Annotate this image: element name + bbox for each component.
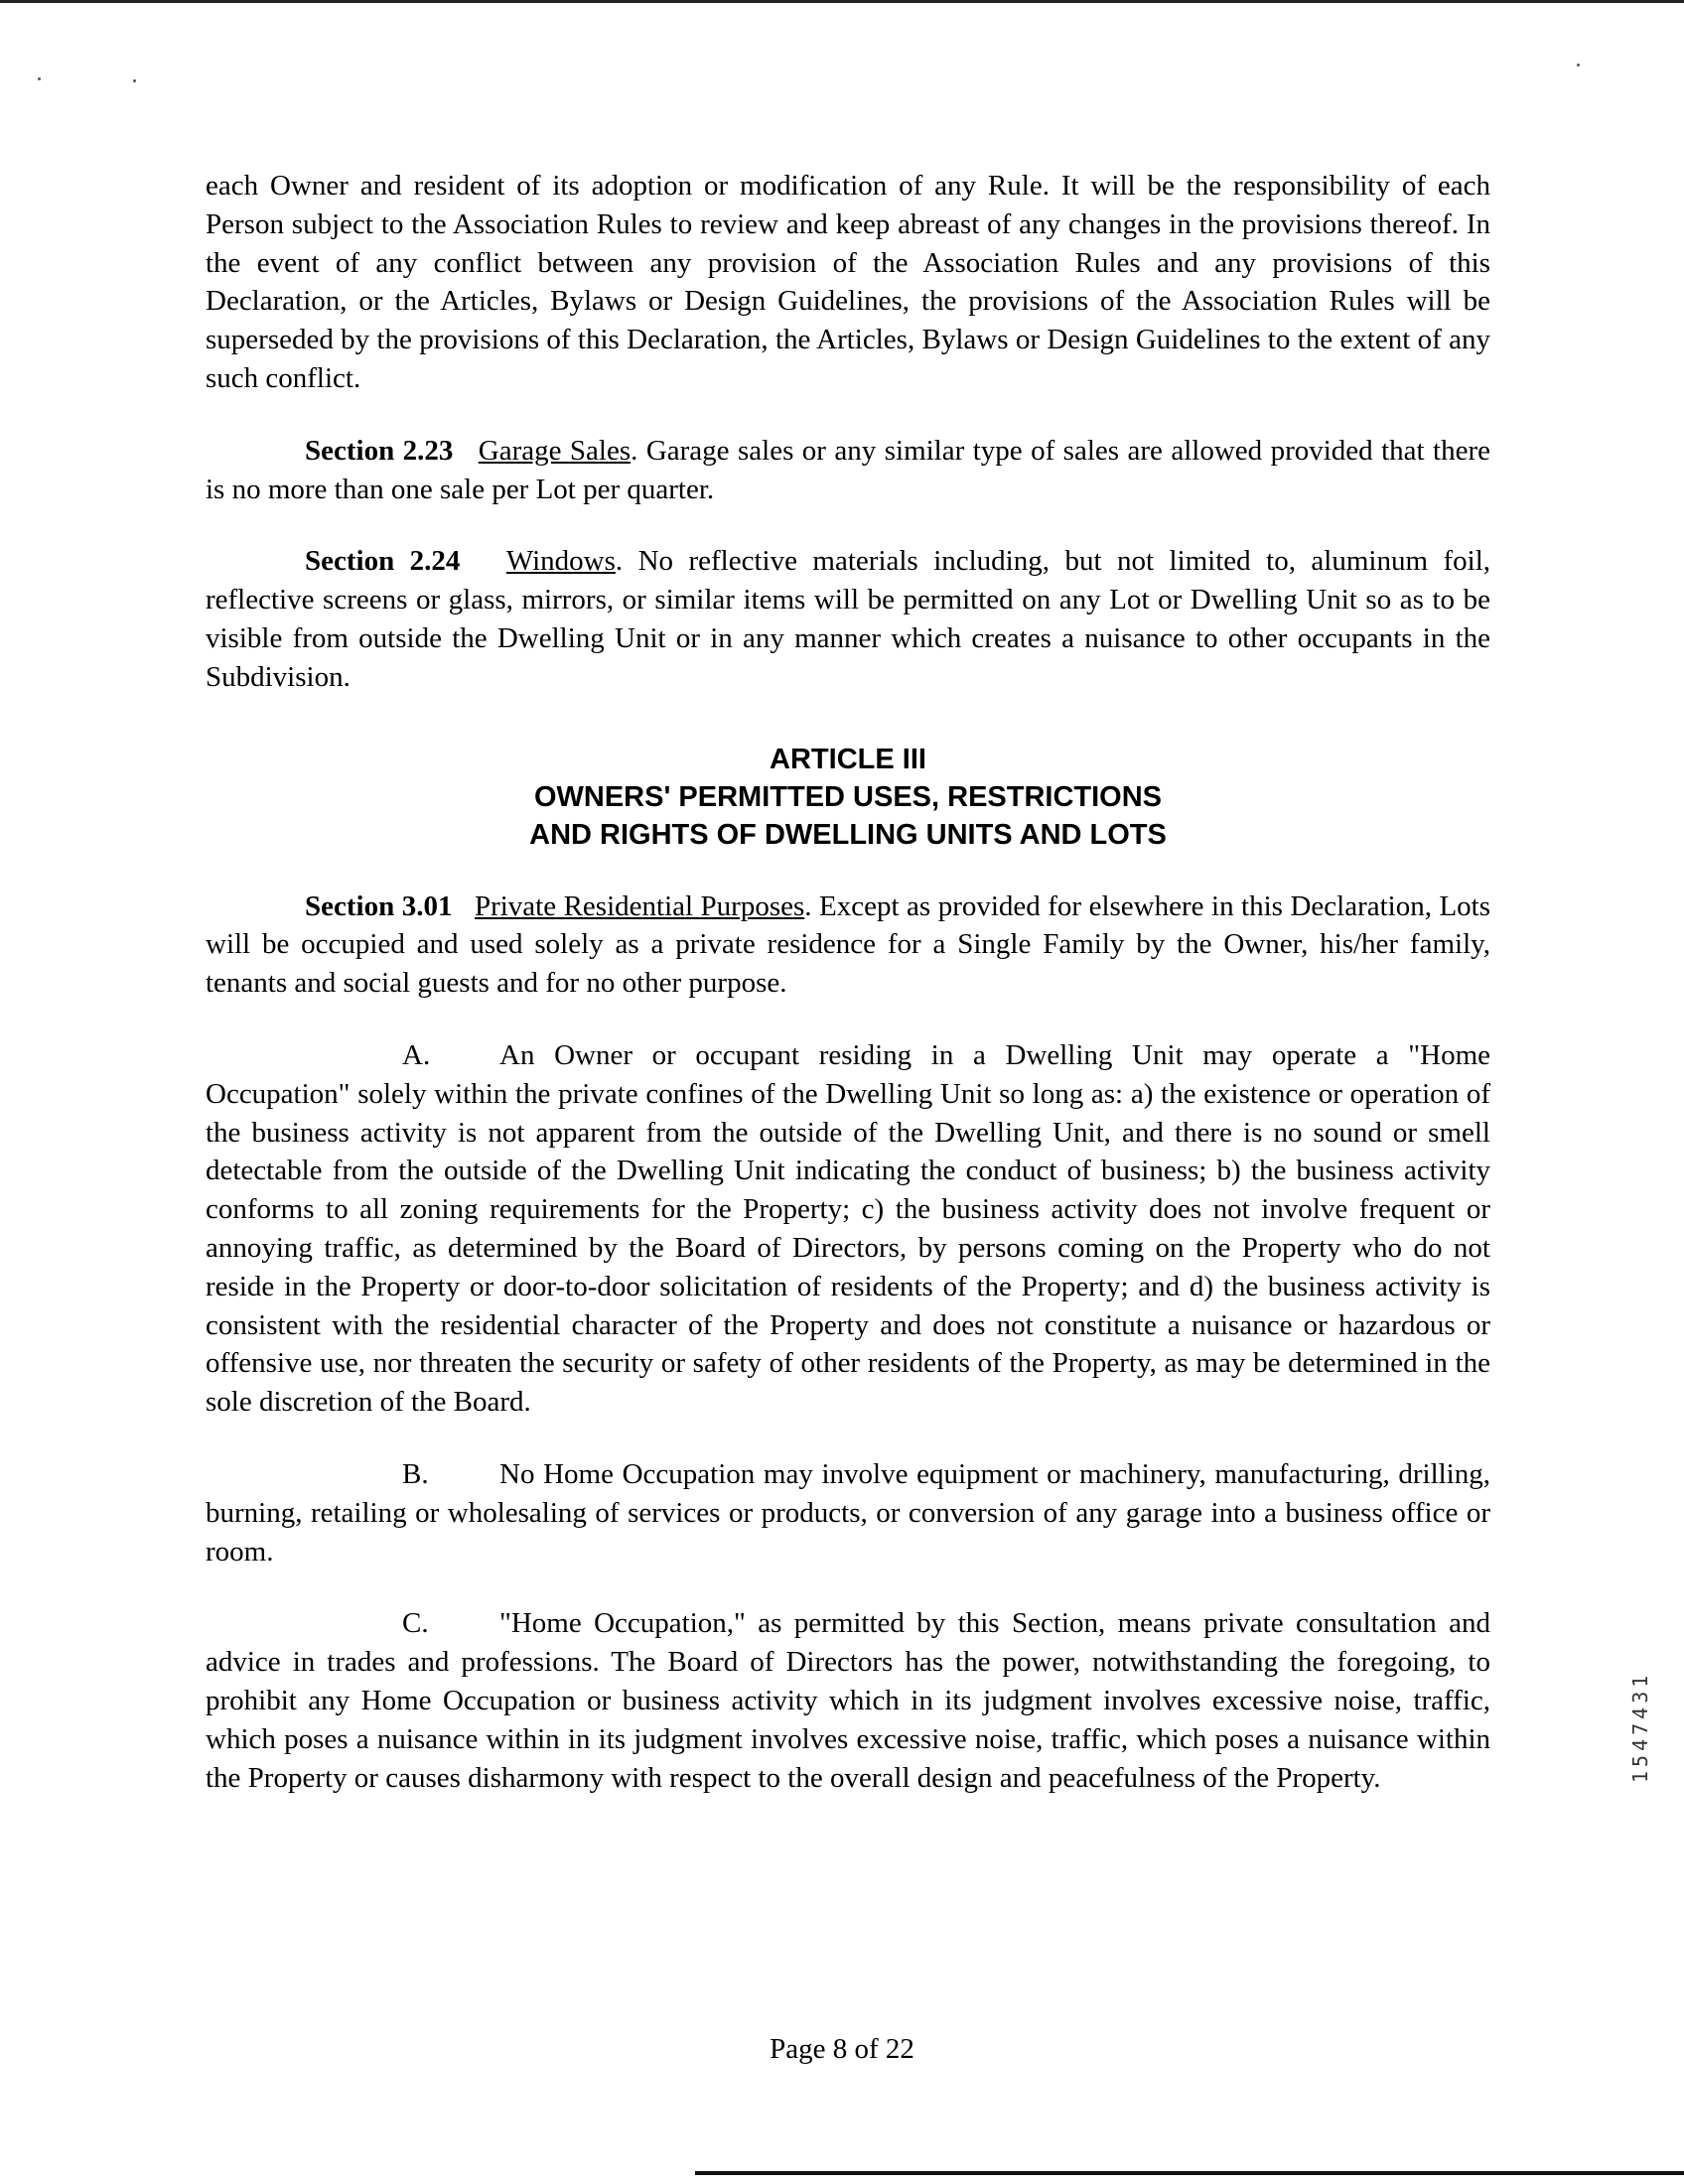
section-title: Garage Sales: [478, 434, 632, 467]
subsection-letter: C.: [402, 1607, 429, 1640]
section-number: Section 2.23: [305, 434, 454, 467]
section-number: Section 3.01: [305, 889, 453, 922]
document-body: [206, 167, 1490, 1797]
section-text: . Except as provided for elsewhere in this Declaration, Lots will be occupied and used solely as a private residence for a Single Family by the Owner, his/her family, tenants and social guests and for no other purpose.: [206, 889, 1491, 1000]
section-title: Private Residential Purposes: [474, 889, 805, 922]
section-title: Windows: [505, 545, 616, 578]
recording-stamp: 1547431: [1628, 1671, 1652, 1784]
section-3-01: [206, 887, 1490, 1003]
article-number: ARTICLE III: [770, 743, 926, 775]
subsection-a: [206, 1036, 1490, 1422]
scan-speck: [38, 77, 41, 80]
article-title-line-1: OWNERS' PERMITTED USES, RESTRICTIONS: [533, 780, 1163, 813]
intro-paragraph: each Owner and resident of its adoption or modification of any Rule. It will be the responsibility of each Person subject to the Association Rules to review and keep abreast of any changes in the provisions thereof. In the event of any conflict between any provision of the Association Rules and any provisions of this Declaration, or the Articles, Bylaws or Design Guidelines, the provisions of the Association Rules will be superseded by the provisions of this Declaration, the Articles, Bylaws or Design Guidelines to the extent of any such conflict.: [206, 170, 1490, 394]
scan-bottom-edge: [695, 2171, 1684, 2175]
section-2-24: [206, 542, 1490, 696]
subsection-text: No Home Occupation may involve equipment or machinery, manufacturing, drilling, burning, retailing or wholesaling of services or products, or conversion of any garage into a business office or room.: [206, 1457, 1490, 1568]
scan-speck: [133, 79, 136, 82]
section-text: . No reflective materials including, but not limited to, aluminum foil, reflective screens or glass, mirrors, or similar items will be permitted on any Lot or Dwelling Unit so as to be visible from outside the Dwelling Unit or in any manner which creates a nuisance to other occupants in the Subdivision.: [206, 545, 1491, 693]
scan-speck: [1577, 64, 1580, 67]
subsection-b: [206, 1455, 1490, 1570]
page-number: Page 8 of 22: [770, 2033, 914, 2065]
subsection-letter: A.: [402, 1038, 431, 1071]
article-title-line-2: AND RIGHTS OF DWELLING UNITS AND LOTS: [529, 818, 1167, 851]
scan-top-edge: [0, 0, 1684, 3]
section-text: . Garage sales or any similar type of sales are allowed provided that there is no more than one sale per Lot per quarter.: [206, 434, 1491, 505]
subsection-text: "Home Occupation," as permitted by this Section, means private consultation and advice in trades and professions. The Board of Directors has the power, notwithstanding the foregoing, to prohibit any Home Occupation or business activity which in its judgment involves excessive noise, traffic, which poses a nuisance within in its judgment involves excessive noise, traffic, which poses a nuisance within the Property or causes disharmony with respect to the overall design and peacefulness of the Property.: [206, 1607, 1490, 1794]
subsection-c: [206, 1604, 1490, 1797]
article-heading: [206, 741, 1490, 854]
section-number: Section 2.24: [305, 545, 461, 578]
section-2-23: [206, 432, 1490, 509]
subsection-letter: B.: [402, 1457, 429, 1490]
subsection-text: An Owner or occupant residing in a Dwelling Unit may operate a "Home Occupation" solely within the private confines of the Dwelling Unit so long as: a) the existence or operation of the business activity is not apparent from the outside of the Dwelling Unit, and there is no sound or smell detectable from the outside of the Dwelling Unit indicating the conduct of business; b) the business activity conforms to all zoning requirements for the Property; c) the business activity does not involve frequent or annoying traffic, as determined by the Board of Directors, by persons coming on the Property who do not reside in the Property or door-to-door solicitation of residents of the Property; and d) the business activity is consistent with the residential character of the Property and does not constitute a nuisance or hazardous or offensive use, nor threaten the security or safety of other residents of the Property, as may be determined in the sole discretion of the Board.: [206, 1038, 1490, 1419]
